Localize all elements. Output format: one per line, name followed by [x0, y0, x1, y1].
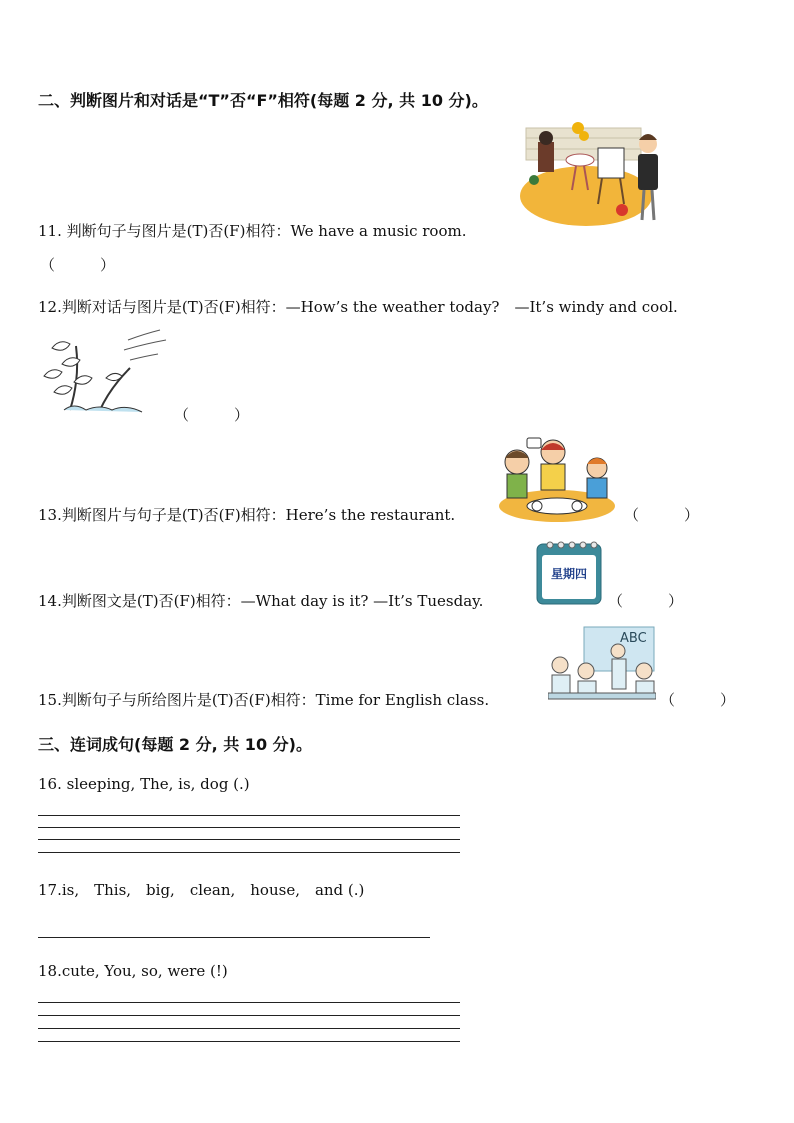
- answer-line[interactable]: [38, 1015, 460, 1016]
- question-11-text: 11. 判断句子与图片是(T)否(F)相符：We have a music room.: [38, 222, 467, 240]
- question-11-answer[interactable]: （ ）: [40, 256, 116, 274]
- answer-line[interactable]: [38, 937, 430, 938]
- question-15-answer[interactable]: （ ）: [660, 691, 736, 709]
- question-14-answer[interactable]: （ ）: [608, 592, 684, 610]
- sentence-16-text: 16. sleeping, The, is, dog (.): [38, 775, 250, 793]
- section2-title: 二、判断图片和对话是“T”否“F”相符(每题 2 分, 共 10 分)。: [38, 91, 488, 110]
- sentence-17-text: 17.is, This, big, clean, house, and (.): [38, 881, 365, 899]
- sentence-18-text: 18.cute, You, so, were (!): [38, 962, 228, 980]
- question-12-answer[interactable]: （ ）: [174, 406, 250, 424]
- calendar-icon: [536, 539, 602, 605]
- answer-line[interactable]: [38, 827, 460, 828]
- answer-line[interactable]: [38, 1028, 460, 1029]
- board-text: ABC: [620, 631, 647, 646]
- answer-line[interactable]: [38, 1041, 460, 1042]
- art-class-icon: [518, 118, 668, 236]
- question-14-text: 14.判断图文是(T)否(F)相符：—What day is it? —It’s Tuesday.: [38, 592, 484, 610]
- answer-line[interactable]: [38, 852, 460, 853]
- classroom-icon: [548, 625, 656, 705]
- answer-line[interactable]: [38, 1002, 460, 1003]
- question-13-answer[interactable]: （ ）: [624, 506, 700, 524]
- family-dinner-icon: [497, 434, 619, 522]
- question-13-text: 13.判断图片与句子是(T)否(F)相符：Here’s the restaurant.: [38, 506, 456, 524]
- windy-tree-icon: [40, 328, 170, 420]
- question-15-text: 15.判断句子与所给图片是(T)否(F)相符：Time for English class.: [38, 691, 490, 709]
- question-12-text: 12.判断对话与图片是(T)否(F)相符：—How’s the weather today? —It’s windy and cool.: [38, 298, 678, 316]
- answer-line[interactable]: [38, 815, 460, 816]
- section3-title: 三、连词成句(每题 2 分, 共 10 分)。: [38, 735, 312, 754]
- calendar-day-label: 星期四: [550, 567, 587, 581]
- answer-line[interactable]: [38, 839, 460, 840]
